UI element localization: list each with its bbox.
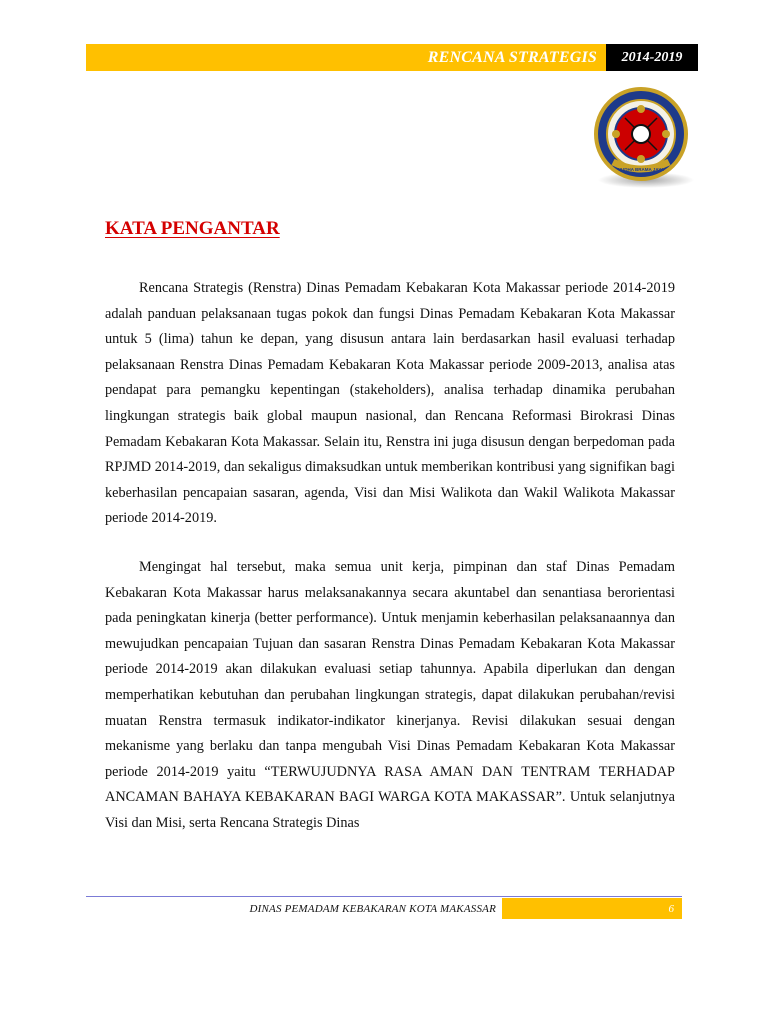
header-year: 2014-2019 [606, 44, 698, 71]
footer-page-number: 6 [502, 898, 682, 919]
page-heading: KATA PENGANTAR [105, 218, 280, 239]
damkar-emblem-icon [580, 84, 706, 190]
logo-motto: YUDHA BRAMA JAYA [617, 167, 665, 172]
footer-organization: DINAS PEMADAM KEBAKARAN KOTA MAKASSAR [249, 902, 496, 915]
body-text [105, 276, 675, 836]
header-bar [86, 44, 698, 71]
header-title: RENCANA STRATEGIS [427, 48, 597, 66]
paragraph-1: Rencana Strategis (Renstra) Dinas Pemadam Kebakaran Kota Makassar periode 2014-2019 adalah panduan pelaksanaan tugas pokok dan fungsi Dinas Pemadam Kebakaran Kota Makassar untuk 5 (lima) tahun ke depan, yang disusun antara lain berdasarkan hasil evaluasi terhadap pelaksanaan Renstra Dinas Pemadam Kebakaran Kota Makassar periode 2009-2013, analisa atas pendapat para pemangku kepentingan (stakeholders), analisa terhadap dinamika perubahan lingkungan strategis baik global maupun nasional, dan Rencana Reformasi Birokrasi Dinas Pemadam Kebakaran Kota Makassar. Selain itu, Renstra ini juga disusun dengan berpedoman pada RPJMD 2014-2019, dan sekaligus dimaksudkan untuk memberikan kontribusi yang signifikan bagi keberhasilan pencapaian sasaran, agenda, Visi dan Misi Walikota dan Wakil Walikota Makassar periode 2014-2019. [105, 280, 675, 527]
footer-divider [86, 896, 682, 897]
paragraph-2: Mengingat hal tersebut, maka semua unit kerja, pimpinan dan staf Dinas Pemadam Kebakaran Kota Makassar harus melaksanakannya secara akuntabel dan senantiasa berorientasi pada peningkatan kinerja (better performance). Untuk menjamin keberhasilan pelaksanaannya dan mewujudkan pencapaian Tujuan dan sasaran Renstra Dinas Pemadam Kebakaran Kota Makassar periode 2014-2019 akan dilakukan evaluasi setiap tahunnya. Apabila diperlukan dan dengan memperhatikan kebutuhan dan perubahan lingkungan strategis, dapat dilakukan perubahan/revisi muatan Renstra termasuk indikator-indikator kinerjanya. Revisi dilakukan sesuai dengan mekanisme yang berlaku dan tanpa mengubah Visi Dinas Pemadam Kebakaran Kota Makassar periode 2014-2019 yaitu “TERWUJUDNYA RASA AMAN DAN TENTRAM TERHADAP ANCAMAN BAHAYA KEBAKARAN BAGI WARGA KOTA MAKASSAR”. Untuk selanjutnya Visi dan Misi, serta Rencana Strategis Dinas [105, 558, 675, 831]
